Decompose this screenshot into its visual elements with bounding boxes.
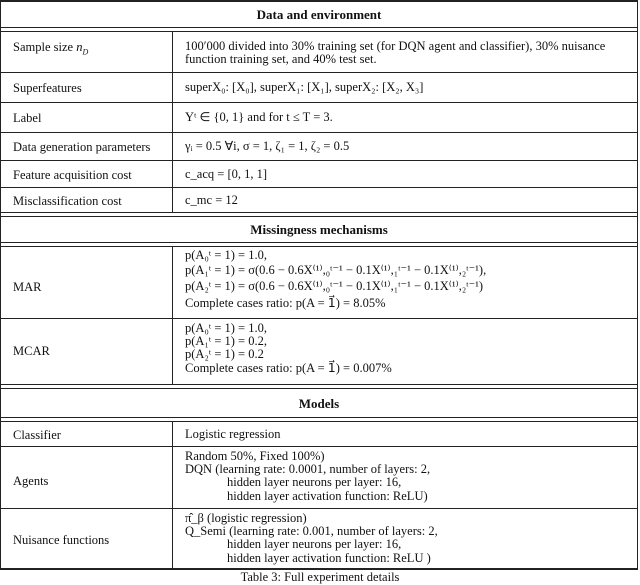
rule [0,31,638,32]
row-value-mcar: p(A₀ᵗ = 1) = 1.0, p(A₁ᵗ = 1) = 0.2, p(A₂ᵗ = 1) = 0.2 Complete cases ratio: p(A = 1⃗) = 0.007% [185,321,392,375]
rule [0,421,638,422]
row-label-acquisition-cost: Feature acquisition cost [13,168,132,182]
rule [0,216,638,217]
table-border-right [637,0,638,569]
rule [0,0,638,2]
row-label-sample-size: Sample size $n_D$ [13,40,89,57]
rule [0,132,638,133]
rule [0,27,638,28]
section-title-missingness: Missingness mechanisms [250,222,388,237]
table-caption: Table 3: Full experiment details [240,570,400,584]
row-value-acquisition-cost: c_acq = [0, 1, 1] [185,167,268,181]
row-label-misclassification-cost: Misclassification cost [13,194,122,208]
row-value-sample-size: 100′000 divided into 30% training set (for DQN agent and classifier), 30% nuisance function training set, and 40% test set. [185,39,606,67]
row-value-classifier: Logistic regression [185,427,281,441]
table-border-left [0,0,1,569]
row-value-agents: Random 50%, Fixed 100%) DQN (learning rate: 0.0001, number of layers: 2, hidden layer neurons per layer: 16, hidden layer activation function: ReLU) [185,449,431,503]
row-value-data-generation: γᵢ = 0.5 ∀i, σ = 1, ζ₁ = 1, ζ₂ = 0.5 [185,139,350,153]
rule [0,388,638,389]
column-divider [172,31,173,212]
rule [0,160,638,161]
row-label-superfeatures: Superfeatures [13,81,82,95]
rule [0,187,638,188]
row-value-misclassification-cost: c_mc = 12 [185,193,238,207]
row-value-superfeatures: superX₀: [X₀], superX₁: [X₁], superX₂: [X₂, X₃] [185,80,424,94]
row-label-agents: Agents [13,474,49,488]
rule [0,417,638,418]
rule [0,72,638,73]
column-divider [172,421,173,569]
row-label-classifier: Classifier [13,428,61,442]
row-label-data-generation: Data generation parameters [13,140,151,154]
row-label-nuisance: Nuisance functions [13,533,110,547]
row-value-mar: p(A₀ᵗ = 1) = 1.0, p(A₁ᵗ = 1) = σ(0.6 − 0.6X⁽¹⁾,₀ᵗ⁻¹ − 0.1X⁽¹⁾,₁ᵗ⁻¹ − 0.1X⁽¹⁾,₂ᵗ⁻¹), p(A₂ᵗ = 1) = σ(0.6 − 0.6X⁽¹⁾,₀ᵗ⁻¹ − 0.1X⁽¹⁾,₁ᵗ⁻¹ − 0.1X⁽¹⁾,₂ᵗ⁻¹) Complete cases ratio: p(A = 1⃗) = 8.05% [185,248,487,310]
row-value-nuisance: π̂_β (logistic regression) Q_Semi (learning rate: 0.001, number of layers: 2, hidden layer neurons per layer: 16, hidden layer activation function: ReLU ) [185,511,438,565]
rule [0,318,638,319]
rule [0,102,638,103]
column-divider [172,246,173,384]
rule [0,384,638,385]
row-label-label: Label [13,111,42,125]
section-title-models: Models [298,396,340,411]
rule [0,242,638,243]
rule [0,508,638,509]
row-value-label: Yᵗ ∈ {0, 1} and for t ≤ T = 3. [185,110,333,124]
row-label-mcar: MCAR [13,344,50,358]
row-label-mar: MAR [13,280,42,294]
rule [0,446,638,447]
section-title-data-environment: Data and environment [256,7,382,22]
rule [0,212,638,213]
rule [0,246,638,247]
